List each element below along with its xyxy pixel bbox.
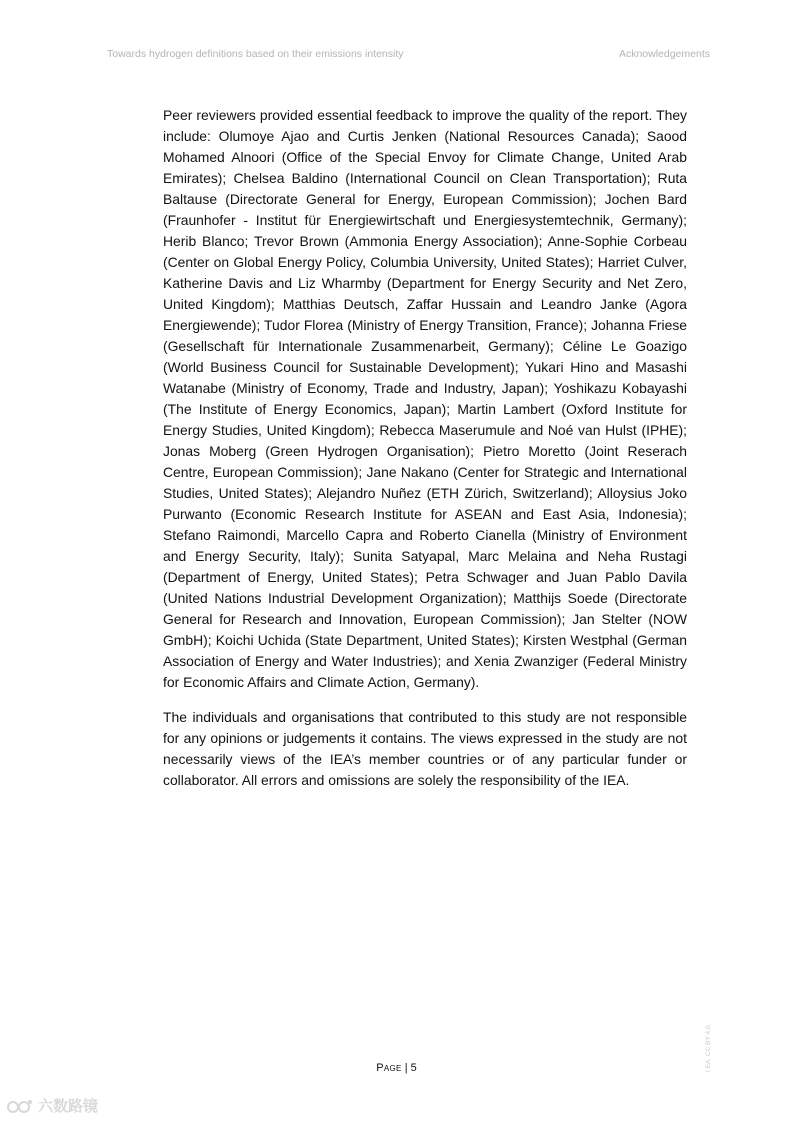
body-text bbox=[163, 105, 687, 805]
license-note: I EA. CC BY 4.0. bbox=[705, 1023, 712, 1072]
watermark-logo-icon bbox=[6, 1098, 34, 1114]
page-footer bbox=[0, 1062, 793, 1074]
paragraph-peer-reviewers: Peer reviewers provided essential feedback to improve the quality of the report. They include: Olumoye Ajao and Curtis Jenken (National Resources Canada); Saood Mohamed Alnoori (Office of the Special Envoy for Climate Change, United Arab Emirates); Chelsea Baldino (International Council on Clean Transportation); Ruta Baltause (Directorate General for Energy, European Commission); Jochen Bard (Fraunhofer - Institut für Energiewirtschaft und Energiesystemtechnik, Germany); Herib Blanco; Trevor Brown (Ammonia Energy Association); Anne-Sophie Corbeau (Center on Global Energy Policy, Columbia University, United States); Harriet Culver, Katherine Davis and Liz Wharmby (Department for Energy Security and Net Zero, United Kingdom); Matthias Deutsch, Zaffar Hussain and Leandro Janke (Agora Energiewende); Tudor Florea (Ministry of Energy Transition, France); Johanna Friese (Gesellschaft für Internationale Zusammenarbeit, Germany); Céline Le Goazigo (World Business Council for Sustainable Development); Yukari Hino and Masashi Watanabe (Ministry of Economy, Trade and Industry, Japan); Yoshikazu Kobayashi (The Institute of Energy Economics, Japan); Martin Lambert (Oxford Institute for Energy Studies, United Kingdom); Rebecca Maserumule and Noé van Hulst (IPHE); Jonas Moberg (Green Hydrogen Organisation); Pietro Moretto (Joint Reserach Centre, European Commission); Jane Nakano (Center for Strategic and International Studies, United States); Alejandro Nuñez (ETH Zürich, Switzerland); Alloysius Joko Purwanto (Economic Research Institute for ASEAN and East Asia, Indonesia); Stefano Raimondi, Marcello Capra and Roberto Cianella (Ministry of Environment and Energy Security, Italy); Sunita Satyapal, Marc Melaina and Neha Rustagi (Department of Energy, United States); Petra Schwager and Juan Pablo Davila (United Nations Industrial Development Organization); Matthijs Soede (Directorate General for Research and Innovation, European Commission); Jan Stelter (NOW GmbH); Koichi Uchida (State Department, United States); Kirsten Westphal (German Association of Energy and Water Industries); and Xenia Zwanziger (Federal Ministry for Economic Affairs and Climate Action, Germany). bbox=[163, 107, 687, 690]
running-header bbox=[107, 48, 710, 62]
page-label: Page bbox=[376, 1062, 402, 1074]
paragraph-disclaimer: The individuals and organisations that contributed to this study are not responsible for any opinions or judgements it contains. The views expressed in the study are not necessarily views of the IEA’s member countries or of any particular funder or collaborator. All errors and omissions are solely the responsibility of the IEA. bbox=[163, 709, 687, 788]
header-document-title: Towards hydrogen definitions based on their emissions intensity bbox=[107, 48, 404, 60]
page-separator: | bbox=[401, 1062, 411, 1074]
watermark-text: 六数路镜 bbox=[38, 1098, 99, 1115]
watermark bbox=[6, 1095, 98, 1116]
page-number: 5 bbox=[410, 1062, 417, 1074]
header-section-title: Acknowledgements bbox=[618, 48, 710, 60]
